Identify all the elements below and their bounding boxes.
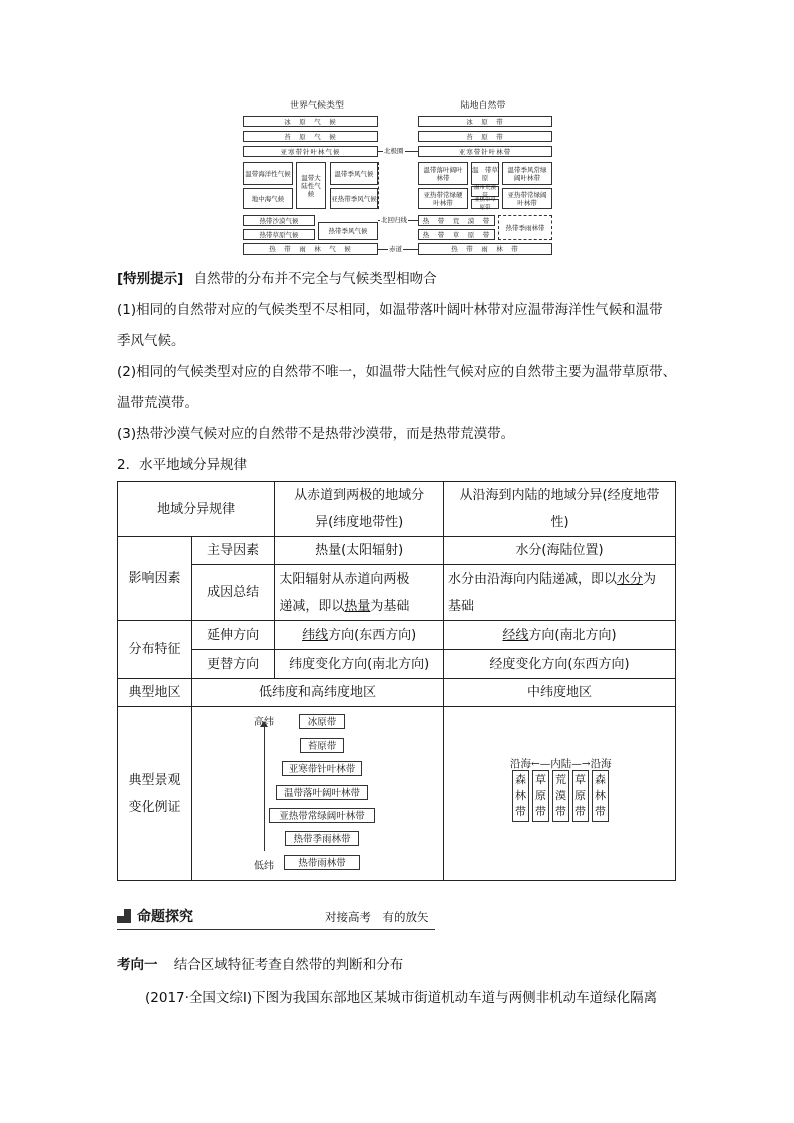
divider bbox=[378, 162, 380, 209]
tip-title: 自然带的分布并不完全与气候类型相吻合 bbox=[193, 271, 437, 287]
landscape-line2: 变化例证 bbox=[128, 799, 181, 815]
cell-typical-lat: 低纬度和高纬度地区 bbox=[192, 679, 444, 707]
row-cause: 成因总结 bbox=[192, 565, 275, 621]
section-2-title: 2．水平地域分异规律 bbox=[117, 457, 248, 473]
header-lat-line1: 从赤道到两极的地域分 bbox=[294, 488, 425, 503]
climate-box: 温带大陆性气候 bbox=[296, 162, 326, 209]
climate-box: 冰 原 气 候 bbox=[243, 116, 378, 127]
longitude-header: 沿海←—内陆—→沿海 bbox=[510, 758, 612, 770]
row-alternate: 更替方向 bbox=[192, 650, 275, 679]
zone-box: 热 带 草 原 带 bbox=[418, 229, 495, 240]
zone-box: 亚热带草原带 bbox=[471, 199, 499, 209]
zone-box: 亚寒带针叶林带 bbox=[282, 761, 362, 776]
zone-box: 亚寒带针叶林带 bbox=[418, 146, 552, 157]
section-square-notch bbox=[117, 909, 124, 916]
header-rule: 地域分异规律 bbox=[118, 482, 275, 537]
tip-paragraph-3: (3)热带沙漠气候对应的自然带不是热带沙漠带，而是热带荒漠带。 bbox=[117, 426, 515, 442]
cell-cause-lon bbox=[444, 565, 676, 621]
cell-alternate-lon: 经度变化方向(东西方向) bbox=[444, 650, 676, 679]
kaoxiang-heading bbox=[117, 950, 679, 981]
zone-box: 苔原带 bbox=[300, 738, 344, 753]
climate-box: 热带沙漠气候 bbox=[243, 215, 315, 226]
longitude-diagram bbox=[444, 707, 675, 880]
tip-paragraph-1-cont: 季风气候。 bbox=[117, 333, 185, 349]
zonation-table bbox=[117, 481, 676, 881]
arrow-shaft bbox=[264, 725, 265, 851]
climate-box: 亚寒带针叶林气候 bbox=[243, 146, 378, 157]
cell-alternate-lat: 纬度变化方向(南北方向) bbox=[275, 650, 444, 679]
zone-box: 热 带 雨 林 带 bbox=[418, 243, 552, 255]
row-extend: 延伸方向 bbox=[192, 621, 275, 650]
zone-box: 热带雨林带 bbox=[284, 855, 360, 870]
tropic-label: 北回归线 bbox=[381, 216, 407, 224]
header-lon-line1: 从沿海到内陆的地域分异(经度地带 bbox=[459, 488, 660, 503]
cell-extend-lon bbox=[444, 621, 676, 650]
cell-cause-lat bbox=[275, 565, 444, 621]
cell-landscape-lat bbox=[192, 707, 444, 881]
kaoxiang-title: 结合区域特征考查自然带的判断和分布 bbox=[173, 957, 404, 973]
row-landscape bbox=[118, 707, 192, 881]
header-lat-line2: 异(纬度地带性) bbox=[315, 515, 404, 530]
section-title: 命题探究 bbox=[137, 909, 193, 925]
latitude-diagram bbox=[192, 707, 443, 880]
tip-label: [特别提示] bbox=[117, 271, 184, 287]
zone-box: 亚热带常绿阔叶林带 bbox=[502, 188, 552, 209]
zone-box: 热 带 荒 漠 带 bbox=[418, 215, 495, 226]
header-longitudinal bbox=[444, 482, 676, 537]
climate-box: 苔 原 气 候 bbox=[243, 131, 378, 142]
tip-paragraph-2-cont: 温带荒漠带。 bbox=[117, 395, 198, 411]
cause-lat-text: 递减，即以 bbox=[279, 598, 345, 614]
arrow-up-icon bbox=[260, 721, 268, 727]
zone-box-vertical: 森林带 bbox=[592, 770, 609, 822]
zone-box-vertical: 森林带 bbox=[512, 770, 529, 822]
equator-label: 赤道 bbox=[389, 245, 402, 253]
row-dominant: 主导因素 bbox=[192, 537, 275, 565]
zone-box: 亚热带常绿阔叶林带 bbox=[269, 808, 375, 823]
zone-box: 温带落叶阔叶林带 bbox=[418, 162, 468, 185]
tip-paragraph-2: (2)相同的气候类型对应的自然带不唯一，如温带大陆性气候对应的自然带主要为温带草原带、 bbox=[117, 364, 677, 380]
zone-box: 冰原带 bbox=[299, 714, 345, 729]
zone-box: 苔 原 带 bbox=[418, 131, 552, 142]
cell-extend-lat bbox=[275, 621, 444, 650]
zone-box: 温带落叶阔叶林带 bbox=[276, 785, 368, 800]
cell-typical-lon: 中纬度地区 bbox=[444, 679, 676, 707]
zone-box: 热带季雨林带 bbox=[498, 215, 552, 240]
climate-box: 地中海气候 bbox=[243, 188, 293, 209]
climate-box: 热带季风气候 bbox=[318, 222, 378, 240]
climate-box: 热带草原气候 bbox=[243, 229, 315, 240]
header-latitudinal bbox=[275, 482, 444, 537]
cause-lat-line1: 太阳辐射从赤道向两极 bbox=[279, 571, 410, 587]
climate-box: 温带季风气候 bbox=[330, 162, 378, 185]
section-underline bbox=[117, 929, 435, 930]
tip-heading bbox=[117, 264, 679, 295]
zone-box-vertical: 草原带 bbox=[572, 770, 589, 822]
question-intro: (2017·全国文综Ⅰ)下图为我国东部地区某城市街道机动车道与两侧非机动车道绿化隔离 bbox=[145, 990, 658, 1006]
cause-lat-line2 bbox=[279, 593, 439, 620]
zone-box: 热带季雨林带 bbox=[285, 831, 359, 846]
row-typical: 典型地区 bbox=[118, 679, 192, 707]
zone-box: 亚热带常绿硬叶林带 bbox=[418, 188, 468, 209]
cause-lon-text: 水分由沿海向内陆递减，即以 bbox=[448, 571, 618, 587]
zone-box: 温带季风常绿阔叶林带 bbox=[502, 162, 552, 185]
low-latitude-label: 低纬 bbox=[254, 861, 274, 872]
cell-dominant-lon: 水分(海陆位置) bbox=[444, 537, 676, 565]
landscape-line1: 典型景观 bbox=[128, 772, 181, 788]
high-latitude-label: 高纬 bbox=[254, 717, 274, 728]
kaoxiang-label: 考向一 bbox=[117, 957, 158, 973]
diagram-right-title: 陆地自然带 bbox=[460, 101, 506, 111]
tip-paragraph-1: (1)相同的自然带对应的气候类型不尽相同，如温带落叶阔叶林带对应温带海洋性气候和温带 bbox=[117, 302, 663, 318]
arctic-circle-label: 北极圈 bbox=[384, 147, 404, 155]
extend-lat-underline: 纬线 bbox=[302, 627, 329, 643]
section-header bbox=[117, 905, 435, 930]
section-subtitle: 对接高考 有的放矢 bbox=[325, 910, 429, 924]
zone-box: 温带荒漠带 bbox=[471, 186, 499, 197]
cause-lon-line2: 基础 bbox=[448, 598, 475, 614]
row-influence: 影响因素 bbox=[118, 537, 192, 621]
climate-box: 热 带 雨 林 气 候 bbox=[243, 243, 378, 255]
zone-box-vertical: 草原带 bbox=[532, 770, 549, 822]
cell-dominant-lat: 热量(太阳辐射) bbox=[275, 537, 444, 565]
cause-lon-underline: 水分 bbox=[617, 571, 644, 587]
extend-lon-underline: 经线 bbox=[502, 627, 529, 643]
extend-lat-text: 方向(东西方向) bbox=[328, 627, 417, 643]
climate-box: 温带海洋性气候 bbox=[243, 162, 293, 185]
cause-lat-underline: 热量 bbox=[344, 598, 371, 614]
zone-box: 冰 原 带 bbox=[418, 116, 552, 127]
climate-box: 亚热带季风气候 bbox=[330, 188, 378, 209]
cause-lat-text-end: 为基础 bbox=[370, 598, 410, 614]
row-distribution: 分布特征 bbox=[118, 621, 192, 679]
extend-lon-text: 方向(南北方向) bbox=[528, 627, 617, 643]
cell-landscape-lon bbox=[444, 707, 676, 881]
zone-box-vertical: 荒漠带 bbox=[552, 770, 569, 822]
zone-box: 温 带草原 bbox=[471, 162, 499, 185]
cause-lon-text-end: 为 bbox=[643, 571, 657, 587]
diagram-left-title: 世界气候类型 bbox=[289, 101, 344, 111]
header-lon-line2: 性) bbox=[550, 515, 569, 530]
cause-lon-line1 bbox=[448, 566, 671, 593]
